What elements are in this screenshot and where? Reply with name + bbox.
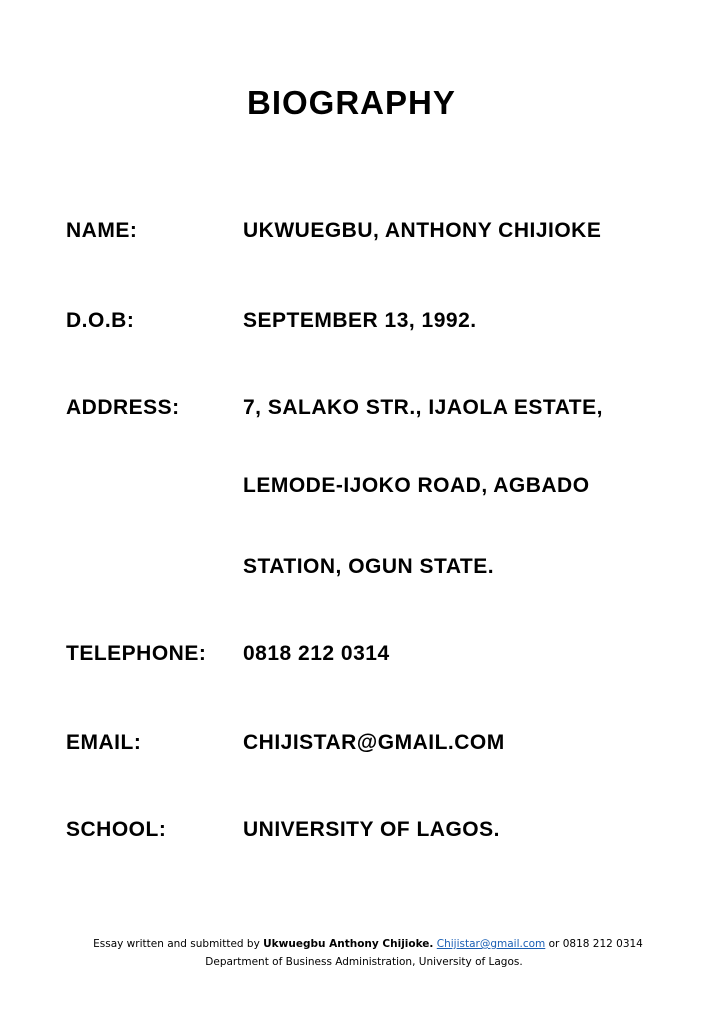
address-label: ADDRESS:: [66, 396, 180, 419]
address-line-1: 7, SALAKO STR., IJAOLA ESTATE,: [243, 396, 603, 419]
footer-connector: or 0818 212 0314: [548, 938, 643, 950]
footer-line-2: Department of Business Administration, University of Lagos.: [205, 956, 523, 968]
telephone-value: 0818 212 0314: [243, 642, 390, 665]
school-label: SCHOOL:: [66, 818, 167, 841]
dob-value: SEPTEMBER 13, 1992.: [243, 309, 477, 332]
email-value: CHIJISTAR@GMAIL.COM: [243, 731, 505, 754]
email-label: EMAIL:: [66, 731, 142, 754]
footer-email-link[interactable]: Chijistar@gmail.com: [436, 938, 546, 950]
page-title: BIOGRAPHY: [247, 84, 456, 121]
name-label: NAME:: [66, 219, 138, 242]
footer-line-1: [4, 938, 728, 950]
footer-prefix: Essay written and submitted by: [93, 938, 260, 950]
telephone-label: TELEPHONE:: [66, 642, 207, 665]
address-line-2: LEMODE-IJOKO ROAD, AGBADO: [243, 474, 590, 497]
school-value: UNIVERSITY OF LAGOS.: [243, 818, 500, 841]
address-line-3: STATION, OGUN STATE.: [243, 555, 495, 578]
footer-author: Ukwuegbu Anthony Chijioke.: [263, 938, 434, 950]
dob-label: D.O.B:: [66, 309, 135, 332]
name-value: UKWUEGBU, ANTHONY CHIJIOKE: [243, 219, 602, 242]
